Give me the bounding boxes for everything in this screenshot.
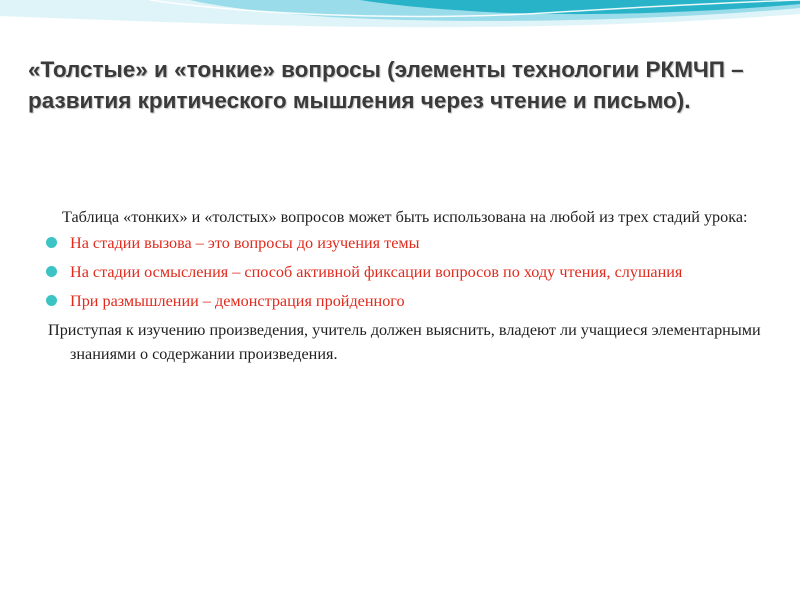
slide-body [44, 205, 764, 366]
bullet-text: На стадии осмысления – способ активной фиксации вопросов по ходу чтения, слушания [70, 263, 683, 281]
top-wave-decoration [0, 0, 800, 40]
bullet-item-reflection-stage [44, 289, 764, 313]
wave-dark-band [360, 0, 800, 14]
bullet-dot-icon [46, 295, 57, 306]
bullet-text: При размышлении – демонстрация пройденного [70, 292, 405, 310]
bullet-dot-icon [46, 237, 57, 248]
closing-paragraph: Приступая к изучению произведения, учитель должен выяснить, владеют ли учащиеся элементарными знаниями о содержании произведения. [48, 321, 761, 363]
bullet-item-challenge-stage [44, 231, 764, 255]
stage-bullet-list [44, 231, 764, 313]
wave-highlight-line [150, 0, 800, 16]
slide-title: «Толстые» и «тонкие» вопросы (элементы технологии РКМЧП – развития критического мышления через чтение и письмо). [28, 57, 744, 113]
bullet-text: На стадии вызова – это вопросы до изучения темы [70, 234, 420, 252]
wave-light-band [0, 0, 800, 27]
bullet-dot-icon [46, 266, 57, 277]
bullet-item-comprehension-stage [44, 260, 764, 284]
wave-mid-band [190, 0, 800, 21]
intro-paragraph: Таблица «тонких» и «толстых» вопросов может быть использована на любой из трех стадий урока: [62, 208, 748, 226]
